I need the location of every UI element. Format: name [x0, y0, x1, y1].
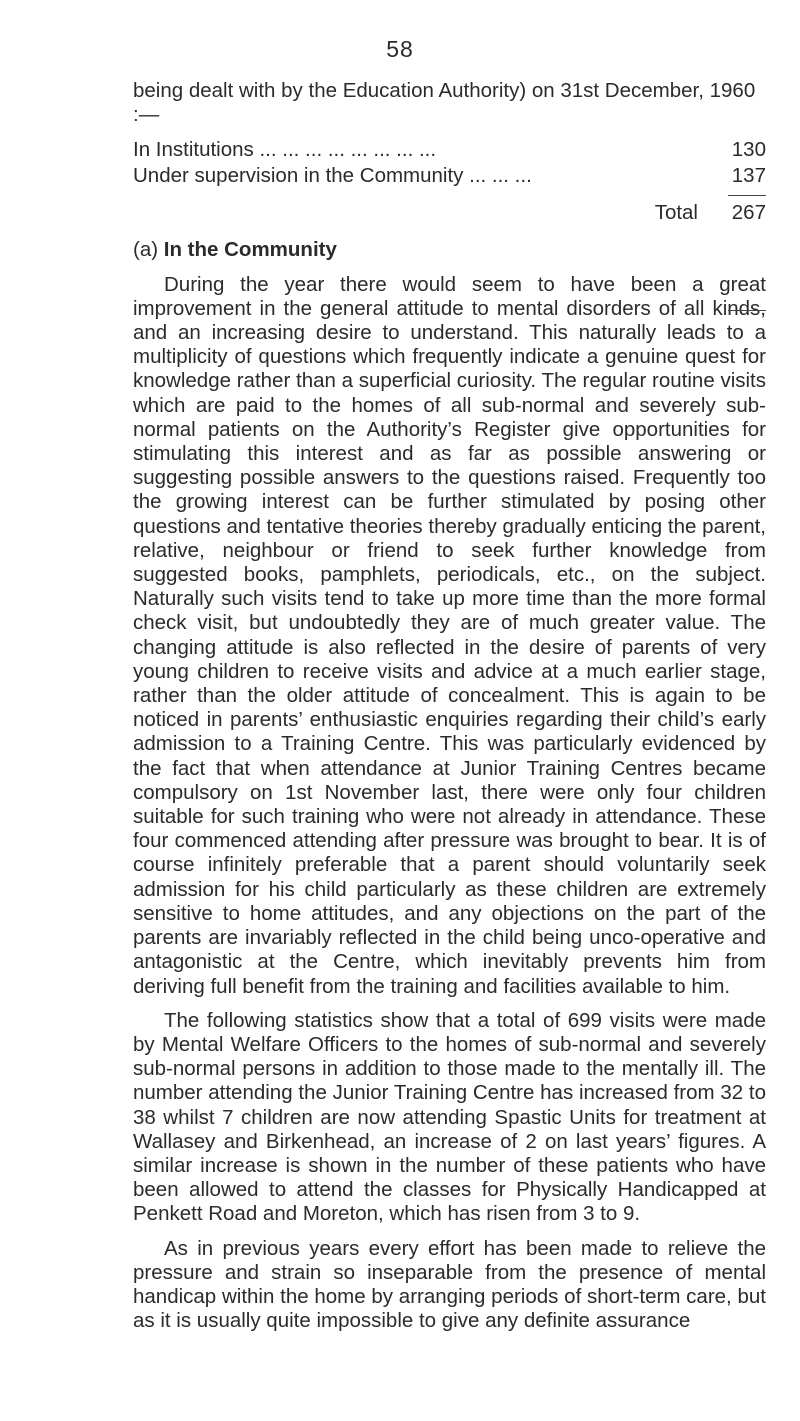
total-value: 267	[731, 201, 766, 225]
paragraph-statistics: The following statistics show that a total of 699 visits were made by Mental Welfare Officers to the homes of sub-normal and severely sub-normal persons in addition to those made to the mentally ill. The number attending the Junior Training Centre has increased from 32 to 38 whilst 7 children are now attending Spastic Units for treatment at Wallasey and Birkenhead, an increase of 2 on last years’ figures. A similar increase is shown in the number of these patients who have been allowed to attend the classes for Physically Handicapped at Penkett Road and Moreton, which has risen from 3 to 9.	[133, 1008, 766, 1226]
table-row	[133, 163, 766, 189]
row-label: Under supervision in the Community ... ... ...	[133, 164, 532, 188]
intro-text: being dealt with by the Education Authority) on 31st December, 1960 :—	[133, 79, 756, 127]
section-heading	[133, 238, 766, 262]
section-title: In the Community	[163, 238, 337, 262]
page-body	[133, 79, 766, 1333]
page-number: 58	[386, 36, 414, 62]
row-value: 130	[731, 138, 766, 162]
row-label: In Institutions ... ... ... ... ... ... ... ...	[133, 138, 437, 162]
table-row	[133, 137, 766, 163]
total-label: Total	[654, 201, 698, 225]
section-prefix: (a)	[133, 238, 159, 262]
total-underline	[728, 310, 766, 311]
paragraph-short-term-care: As in previous years every effort has been made to relieve the pressure and strain so inseparable from the presence of mental handicap within the home by arranging periods of short-term care, but as it is usually quite impossible to give any definite assurance	[133, 1236, 766, 1333]
statistics-table	[133, 137, 766, 230]
row-value: 137	[731, 164, 766, 188]
total-row	[133, 196, 766, 230]
paragraph-community-attitude: During the year there would seem to have been a great improvement in the general attitude to mental disorders of all kinds, and an increasing desire to understand. This naturally leads to a multiplicity of questions which frequently indicate a genuine quest for knowledge rather than a superficial curiosity. The regular routine visits which are paid to the homes of all sub-normal and severely sub-normal patients on the Authority’s Register give opportunities for stimulating this interest and as far as possible answering or suggesting possible answers to the questions raised. Frequently too the growing interest can be further stimulated by posing other questions and tentative theories thereby gradually enticing the parent, relative, neighbour or friend to seek further knowledge from suggested books, pamphlets, periodicals, etc., on the subject. Naturally such visits tend to take up more time than the more formal check visit, but undoubtedly they are of much greater value. The changing attitude is also reflected in the desire of parents of very young children to receive visits and advice at a much earlier stage, rather than the older attitude of concealment. This is again to be noticed in parents’ enthusiastic enquiries regarding their child’s early admission to a Training Centre. This was particularly evidenced by the fact that when attendance at Junior Training Centres became compulsory on 1st November last, there were only four children suitable for such training who were not already in attendance. These four commenced attending after pressure was brought to bear. It is of course infinitely preferable that a parent should voluntarily seek admission for his child particularly as these children are extremely sensitive to home attitudes, and any objections on the part of the parents are invariably reflected in the child being unco-operative and antagonistic at the Centre, which inevitably prevents him from deriving full benefit from the training and facilities available to him.	[133, 272, 766, 998]
